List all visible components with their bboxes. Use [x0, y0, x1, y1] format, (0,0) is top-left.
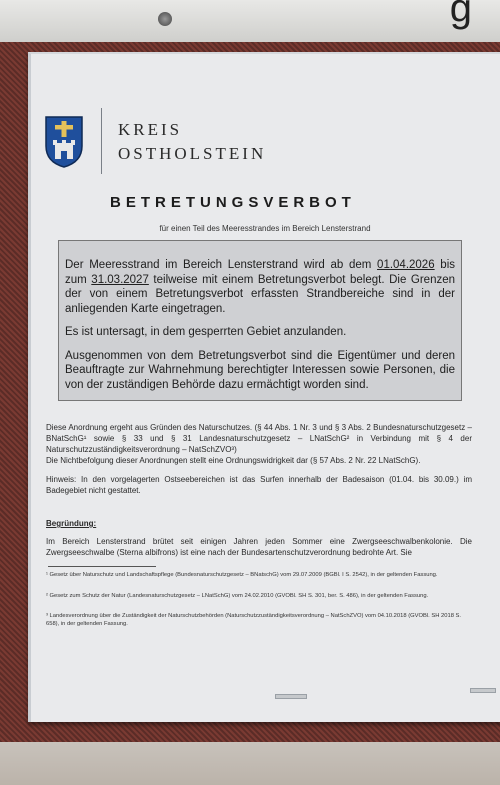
tape-strip — [275, 694, 307, 699]
reason-heading: Begründung: — [46, 519, 97, 528]
top-text-fragment: g — [449, 0, 472, 30]
signboard-top — [0, 0, 500, 42]
reason-text: Im Bereich Lensterstrand brütet seit einigen Jahren jeden Sommer eine Zwergseeschwalbenkolonie. Die Zwergseeschwalbe (Sterna albifrons) ist eine nach der Bundesartenschutzverordnung bedrohte Art. Sie — [46, 537, 472, 557]
logo-divider — [101, 108, 102, 174]
tape-strip — [470, 688, 496, 693]
start-date: 01.04.2026 — [377, 259, 435, 271]
footnote-1: ¹ Gesetz über Naturschutz und Landschaftspflege (Bundesnaturschutzgesetz – BNatschG) vom 29.07.2009 (BGBl. I S. 2542), in der geltenden Fassung. — [46, 572, 438, 578]
footnote-rule — [48, 566, 156, 567]
notice-subtitle: für einen Teil des Meeresstrandes im Bereich Lensterstrand — [159, 224, 371, 233]
org-name-line2: OSTHOLSTEIN — [118, 144, 267, 163]
notice-paragraph-3: Ausgenommen von dem Betretungsverbot sind die Eigentümer und deren Beauftragte zur Wahrnehmung berechtigter Interessen sowie Personen, die von der zuständigen Behörde dazu ermächtigt worden sind. — [65, 349, 455, 391]
notice-title: BETRETUNGSVERBOT — [110, 194, 356, 211]
screw — [158, 12, 172, 26]
org-name-line1: KREIS — [118, 120, 183, 139]
end-date: 31.03.2027 — [91, 273, 149, 286]
notice-box — [58, 240, 462, 401]
footnote-2: ² Gesetz zum Schutz der Natur (Landesnaturschutzgesetz – LNatSchG) vom 24.02.2010 (GVOBl. SH S. 301, ber. S. 486), in der geltenden Fassung. — [46, 593, 429, 599]
surf-hint-text: Hinweis: In den vorgelagerten Ostseebereichen ist das Surfen innerhalb der Badesaison (01.04. bis 30.09.) im Badegebiet nicht gestattet. — [46, 475, 472, 495]
notice-paragraph-2: Es ist untersagt, in dem gesperrten Gebiet anzulanden. — [65, 326, 347, 338]
ground — [0, 742, 500, 785]
penalty-text: Die Nichtbefolgung dieser Anordnungen stellt eine Ordnungswidrigkeit dar (§ 57 Abs. 2 Nr. 22 LNatSchG). — [46, 456, 421, 465]
notice-paragraph-1: Der Meeresstrand im Bereich Lensterstrand wird ab dem 01.04.2026 bis zum 31.03.2027 teilweise mit einem Betretungsverbot belegt. Die Grenzen der von einem Betretungsverbot erfassten Strandbereiche sind in der anliegenden Karte eingetragen. — [65, 259, 456, 315]
footnote-3: ³ Landesverordnung über die Zuständigkeit der Naturschutzbehörden (Naturschutzzuständigkeitsverordnung – NatSchZVO) vom 04.10.2018 (GVOBl. SH 2018 S. 658), in der geltenden Fassung. — [46, 613, 462, 627]
legal-basis-text: Diese Anordnung ergeht aus Gründen des Naturschutzes. (§ 44 Abs. 1 Nr. 3 und § 3 Abs. 2 Bundesnaturschutzgesetz – BNatSchG¹ sowie § 33 und § 31 Landesnaturschutzgesetz – LNatSchG² in Verbindung mit § 4 der Naturschutzzuständigkeitsverordnung – NatSchZVO³) — [46, 423, 472, 454]
coat-of-arms-icon — [45, 116, 83, 168]
